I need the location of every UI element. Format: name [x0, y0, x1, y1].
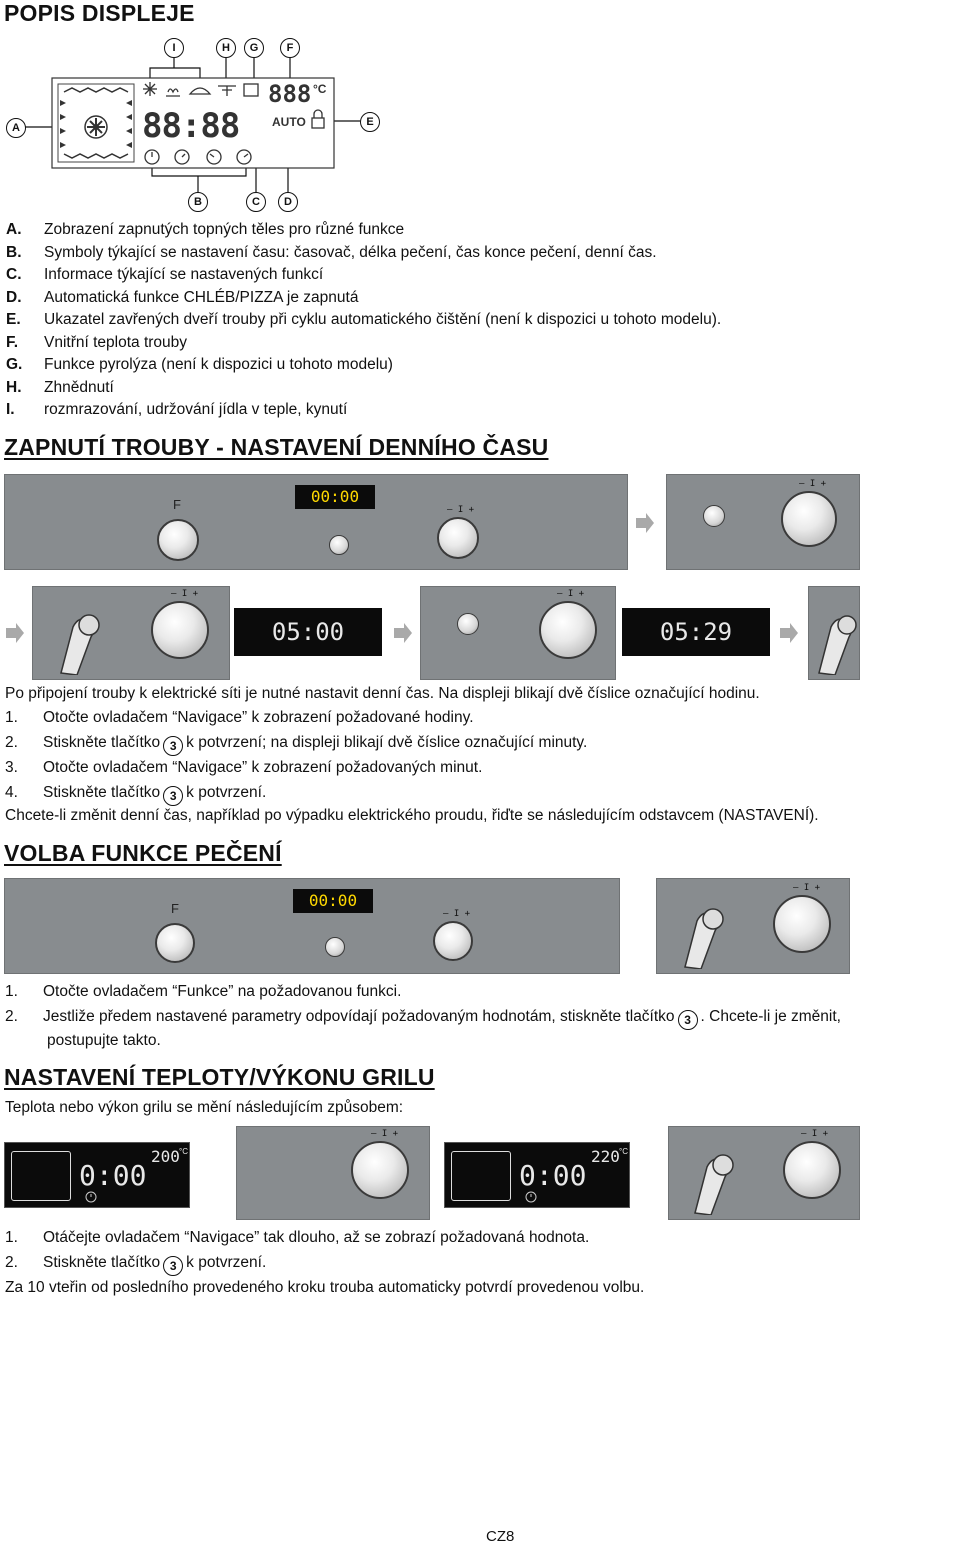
temperature-steps: [5, 1228, 589, 1278]
legend-item-c: C. Informace týkající se nastavených funkcí: [6, 266, 324, 283]
navigation-knob[interactable]: [151, 601, 209, 659]
panel-press-confirm-3: [656, 878, 850, 974]
step-arrow-icon: [4, 622, 26, 644]
page-number: CZ8: [486, 1528, 515, 1545]
callout-f: F: [280, 38, 300, 58]
section-title-display: POPIS DISPLEJE: [4, 0, 195, 26]
section-title-function: VOLBA FUNKCE PEČENÍ: [4, 840, 282, 866]
clock-note: Chcete-li změnit denní čas, například po výpadku elektrického proudu, řiďte se následujícím odstavcem (NASTAVENÍ).: [5, 807, 819, 824]
navigation-knob[interactable]: [437, 517, 479, 559]
display-diagram: [0, 30, 400, 215]
navigation-knob-scale: – I +: [371, 1129, 399, 1139]
button-3-icon: 3: [163, 786, 183, 806]
temperature-intro: Teplota nebo výkon grilu se mění následujícím způsobem:: [5, 1099, 404, 1116]
function-step-2-cont: postupujte takto.: [47, 1032, 161, 1049]
function-knob-label: F: [171, 901, 179, 916]
display-diagram-temp: 888: [268, 80, 312, 108]
temp-display-2: [444, 1142, 630, 1208]
clock-steps: [5, 708, 587, 808]
function-display: 00:00: [293, 889, 373, 913]
clock-step-3: 3. Otočte ovladačem “Navigace” k zobrazení požadovaných minut.: [5, 759, 483, 776]
temperature-note: Za 10 vteřin od posledního provedeného kroku trouba automaticky potvrdí provedenou volbu.: [5, 1279, 645, 1296]
legend-list: [6, 220, 721, 423]
confirm-button[interactable]: [703, 505, 725, 527]
navigation-knob-scale: – I +: [801, 1129, 829, 1139]
panel-set-minutes: [420, 586, 616, 680]
button-3-icon: 3: [163, 736, 183, 756]
navigation-knob-scale: – I +: [447, 505, 475, 515]
navigation-knob-scale: – I +: [171, 589, 199, 599]
oven-cavity-icon: [11, 1151, 71, 1201]
callout-h: H: [216, 38, 236, 58]
finger-press-icon: [677, 1143, 747, 1215]
callout-e: E: [360, 112, 380, 132]
function-knob[interactable]: [155, 923, 195, 963]
display-diagram-digits: 88:88: [142, 106, 240, 146]
navigation-knob[interactable]: [783, 1141, 841, 1199]
control-panel-function: [4, 878, 620, 974]
clock-icon: [85, 1191, 97, 1203]
navigation-knob[interactable]: [433, 921, 473, 961]
section-title-temperature: NASTAVENÍ TEPLOTY/VÝKONU GRILU: [4, 1064, 435, 1090]
navigation-knob[interactable]: [539, 601, 597, 659]
callout-a: A: [6, 118, 26, 138]
confirm-button[interactable]: [457, 613, 479, 635]
panel-zoom-nav: [666, 474, 860, 570]
control-panel-clock: [4, 474, 628, 570]
display-diagram-temp-unit: °C: [313, 82, 327, 96]
legend-item-d: D. Automatická funkce CHLÉB/PIZZA je zapnutá: [6, 288, 359, 306]
callout-b: B: [188, 192, 208, 212]
callout-g: G: [244, 38, 264, 58]
callout-d: D: [278, 192, 298, 212]
temp-display-unit: °C: [619, 1147, 628, 1156]
oven-cavity-icon: [451, 1151, 511, 1201]
clock-display: 00:00: [295, 485, 375, 509]
panel-temp-nav-2: [668, 1126, 860, 1220]
navigation-knob-scale: – I +: [557, 589, 585, 599]
temperature-step-1: 1. Otáčejte ovladačem “Navigace” tak dlouho, až se zobrazí požadovaná hodnota.: [5, 1229, 590, 1246]
clock-step-2: 2. Stiskněte tlačítko 3 k potvrzení; na displeji blikají dvě číslice označující minuty.: [5, 733, 587, 758]
step-arrow-icon: [634, 512, 656, 534]
hour-display: 05:00: [234, 608, 382, 656]
callout-c: C: [246, 192, 266, 212]
panel-temp-nav-1: [236, 1126, 430, 1220]
function-step-2: 2. Jestliže předem nastavené parametry odpovídají požadovaným hodnotám, stiskněte tlačítko 3 . Chcete-li je změnit,: [5, 1007, 841, 1031]
clock-icon: [525, 1191, 537, 1203]
temp-display-time: 0:00: [519, 1159, 587, 1192]
legend-item-a: A. Zobrazení zapnutých topných těles pro různé funkce: [6, 221, 405, 238]
finger-press-icon: [667, 897, 737, 969]
panel-press-confirm: [32, 586, 230, 680]
panel-press-confirm-2: [808, 586, 860, 680]
legend-item-b: B. Symboly týkající se nastavení času: časovač, délka pečení, čas konce pečení, denní čas.: [6, 243, 657, 261]
finger-press-icon: [813, 603, 857, 675]
navigation-knob-scale: – I +: [793, 883, 821, 893]
confirm-button[interactable]: [325, 937, 345, 957]
clock-intro: Po připojení trouby k elektrické síti je nutné nastavit denní čas. Na displeji blikají dvě číslice označující hodinu.: [5, 685, 760, 702]
legend-item-f: F. Vnitřní teplota trouby: [6, 333, 188, 351]
display-diagram-auto: AUTO: [272, 115, 306, 129]
clock-step-1: 1. Otočte ovladačem “Navigace” k zobrazení požadované hodiny.: [5, 709, 474, 726]
function-knob[interactable]: [157, 519, 199, 561]
temp-display-value: 220: [591, 1147, 620, 1166]
button-3-icon: 3: [678, 1010, 698, 1030]
navigation-knob[interactable]: [773, 895, 831, 953]
finger-press-icon: [43, 603, 113, 675]
legend-item-g: G. Funkce pyrolýza (není k dispozici u tohoto modelu): [6, 356, 393, 373]
step-arrow-icon: [392, 622, 414, 644]
temperature-step-2: 2. Stiskněte tlačítko 3 k potvrzení.: [5, 1253, 589, 1278]
minute-display: 05:29: [622, 608, 770, 656]
function-steps: [5, 982, 841, 1055]
temp-display-unit: °C: [179, 1147, 188, 1156]
temp-display-time: 0:00: [79, 1159, 147, 1192]
navigation-knob-scale: – I +: [443, 909, 471, 919]
function-step-1: 1. Otočte ovladačem “Funkce” na požadovanou funkci.: [5, 983, 402, 1000]
function-knob-label: F: [173, 497, 181, 512]
step-arrow-icon: [778, 622, 800, 644]
legend-item-e: E. Ukazatel zavřených dveří trouby při cyklu automatického čištění (není k dispozici u tohoto modelu).: [6, 311, 722, 328]
button-3-icon: 3: [163, 1256, 183, 1276]
temp-display-1: [4, 1142, 190, 1208]
navigation-knob[interactable]: [781, 491, 837, 547]
callout-i: I: [164, 38, 184, 58]
navigation-knob[interactable]: [351, 1141, 409, 1199]
legend-item-i: I. rozmrazování, udržování jídla v teple, kynutí: [6, 401, 348, 418]
section-title-clock: ZAPNUTÍ TROUBY - NASTAVENÍ DENNÍHO ČASU: [4, 434, 549, 460]
clock-step-4: 4. Stiskněte tlačítko 3 k potvrzení.: [5, 783, 587, 808]
navigation-knob-scale: – I +: [799, 479, 827, 489]
temp-display-value: 200: [151, 1147, 180, 1166]
confirm-button[interactable]: [329, 535, 349, 555]
legend-item-h: H. Zhnědnutí: [6, 378, 114, 396]
